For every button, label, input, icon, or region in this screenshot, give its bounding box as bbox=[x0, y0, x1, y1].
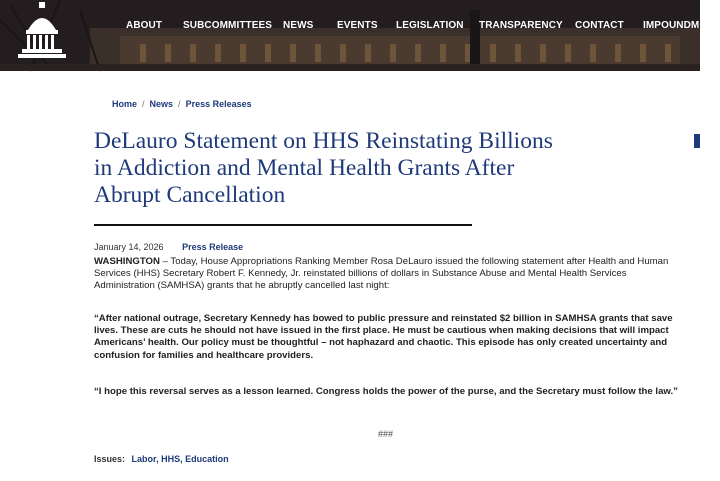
issues-label: Issues: bbox=[94, 454, 126, 464]
article-end-marker: ### bbox=[378, 429, 394, 439]
main-nav bbox=[0, 20, 720, 34]
title-divider bbox=[94, 224, 472, 226]
page-title: DeLauro Statement on HHS Reinstating Billions in Addiction and Mental Health Grants After Abrupt Cancellation bbox=[94, 128, 553, 208]
breadcrumb-news[interactable]: News bbox=[149, 99, 174, 109]
nav-transparency[interactable]: TRANSPARENCY bbox=[479, 20, 563, 31]
breadcrumb-separator: / bbox=[178, 99, 181, 109]
breadcrumb-home[interactable]: Home bbox=[112, 99, 138, 109]
article-quote-2: “I hope this reversal serves as a lesson learned. Congress holds the power of the purse, and the Secretary must follow the law.” bbox=[94, 386, 678, 397]
article-paragraph-intro bbox=[94, 256, 686, 293]
article-meta bbox=[94, 242, 243, 252]
nav-about[interactable]: ABOUT bbox=[126, 20, 163, 31]
issue-tag-education[interactable]: Education bbox=[185, 454, 229, 464]
breadcrumb bbox=[112, 99, 252, 109]
issue-tag-separator: , bbox=[180, 454, 186, 464]
issue-tag-separator: , bbox=[156, 454, 162, 464]
article-type-link[interactable]: Press Release bbox=[182, 242, 244, 252]
nav-events[interactable]: EVENTS bbox=[337, 20, 378, 31]
issue-tag-labor[interactable]: Labor bbox=[131, 454, 157, 464]
nav-impoundment[interactable]: IMPOUNDMENT bbox=[643, 20, 720, 31]
article-quote-1: “After national outrage, Secretary Kennedy has bowed to public pressure and reinstated $2 billion in SAMHSA grants that save lives. These are cuts he should not have issued in the first place. He must be cautious when making decisions that will impact Americans’ health. Our policy must be thoughtful – not haphazard and chaotic. This episode has only created uncertainty and confusion for families and healthcare providers. bbox=[94, 313, 673, 361]
site-header bbox=[0, 0, 720, 71]
intro-text: – Today, House Appropriations Ranking Member Rosa DeLauro issued the following statement after Health and Human Services (HHS) Secretary Robert F. Kennedy, Jr. reinstated billions of dollars in Substance Abuse and Mental Health Services Administration (SAMHSA) grants that he abruptly cancelled last night: bbox=[94, 256, 669, 292]
issues-list bbox=[94, 454, 229, 464]
nav-subcommittees[interactable]: SUBCOMMITTEES bbox=[183, 20, 273, 31]
capitol-banner-image bbox=[0, 0, 700, 71]
breadcrumb-press-releases[interactable]: Press Releases bbox=[185, 99, 252, 109]
nav-legislation[interactable]: LEGISLATION bbox=[396, 20, 464, 31]
side-share-tab[interactable] bbox=[694, 134, 700, 148]
nav-news[interactable]: NEWS bbox=[283, 20, 314, 31]
article-date: January 14, 2026 bbox=[94, 242, 164, 252]
nav-contact[interactable]: CONTACT bbox=[575, 20, 624, 31]
dateline: WASHINGTON bbox=[94, 256, 160, 267]
issue-tag-hhs[interactable]: HHS bbox=[161, 454, 181, 464]
breadcrumb-separator: / bbox=[142, 99, 145, 109]
